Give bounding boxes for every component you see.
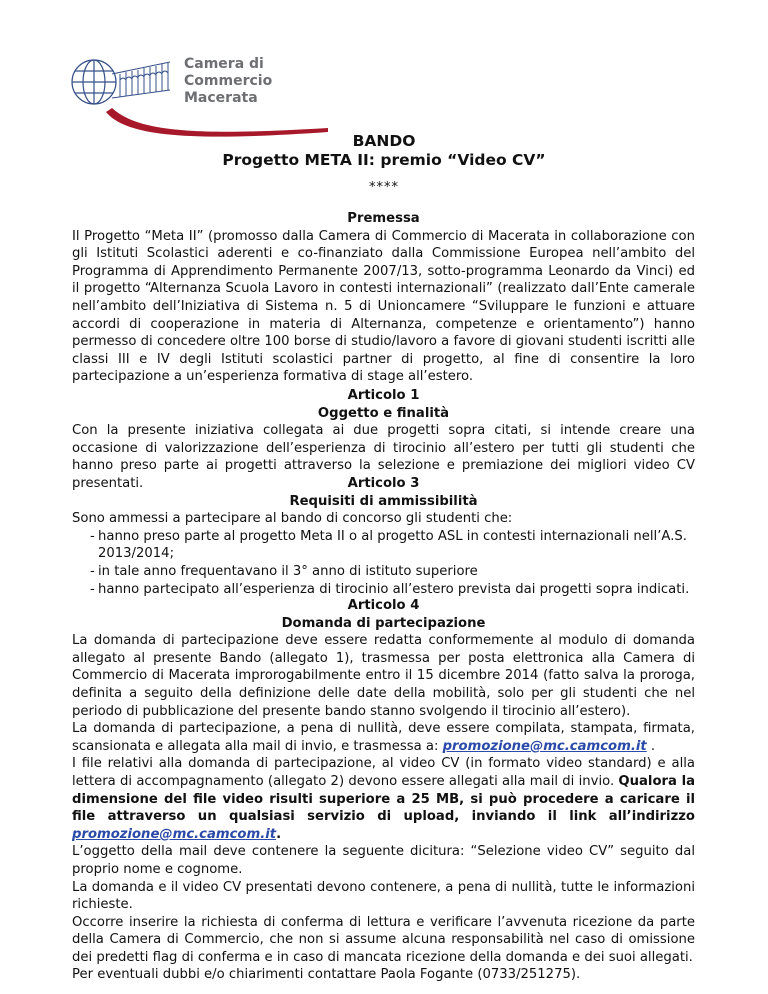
logo-line-1: Camera di Commercio (184, 56, 273, 89)
art4-p3-end: . (276, 826, 282, 842)
section-articolo-4 (72, 597, 695, 984)
art4-p2-text: La domanda di partecipazione, a pena di nullità, deve essere compilata, stampata, firmata, scansionata e allegata alla mail di invio, e trasmessa a: (72, 721, 695, 754)
list-item: - hanno partecipato all’esperienza di tirocinio all’estero prevista dai progetti sopra indicati. (72, 581, 695, 599)
document-subtitle: Progetto META II: premio “Video CV” (222, 151, 546, 169)
art4-paragraph-3 (72, 755, 695, 843)
list-item: - in tale anno frequentavano il 3° anno di istituto superiore (72, 563, 695, 581)
art3-intro: Sono ammessi a partecipare al bando di concorso gli studenti che: (72, 511, 513, 527)
section-articolo-3 (72, 475, 695, 598)
art1-heading: Articolo 1 (347, 388, 420, 403)
art3-subheading: Requisiti di ammissibilità (289, 493, 478, 509)
premessa-text: Il Progetto “Meta II” (promosso dalla Camera di Commercio di Macerata in collaborazione con gli Istituti Scolastici aderenti e co-finanziato dalla Commissione Europea nell’ambito del Programma di Apprendimento Permanente 2007/13, sotto-programma Leonardo da Vinci) ed il progetto “Alternanza Scuola Lavoro in contesti internazionali” (realizzato dall’Ente camerale nell’ambito dell’Iniziativa di Sistema n. 5 di Unioncamere “Sviluppare le funzioni e attuare accordi di cooperazione in materia di Alternanza, competenze e orientamento”) hanno permesso di concedere oltre 100 borse di studio/lavoro a favore di giovani studenti iscritti alle classi III e IV degli Istituti scolastici partner di progetto, al fine di consentire la loro partecipazione a un’esperienza formativa di stage all’estero. (72, 228, 695, 385)
art4-paragraph-7: Per eventuali dubbi e/o chiarimenti contattare Paola Fogante (0733/251275). (72, 967, 581, 983)
title-separator: **** (369, 180, 399, 195)
art4-paragraph-2 (72, 720, 695, 755)
art4-heading: Articolo 4 (347, 598, 420, 613)
art4-paragraph-4: L’oggetto della mail deve contenere la seguente dicitura: “Selezione video CV” seguito dal proprio nome e cognome. (72, 844, 695, 877)
art4-subheading: Domanda di partecipazione (281, 615, 486, 631)
art4-p3-bold-text: Qualora la dimensione del file video risulti superiore a 25 MB, si può procedere a caricare il file attraverso un qualsiasi servizio di upload, inviando il link all’indirizzo (72, 773, 695, 825)
art3-heading: Articolo 3 (347, 476, 420, 491)
logo-line-2: Macerata (184, 90, 258, 106)
email-link-upload[interactable]: promozione@mc.camcom.it (72, 826, 277, 842)
art4-p2-end: . (646, 738, 656, 754)
art1-text: Con la presente iniziativa collegata ai due progetti sopra citati, si intende creare una occasione di valorizzazione dell’esperienza di tirocinio all’estero per tutti gli studenti che hanno preso parte ai progetti attraverso la selezione e premiazione dei migliori video CV presentati. (72, 423, 695, 491)
email-link[interactable]: promozione@mc.camcom.it (442, 738, 647, 754)
art4-paragraph-1: La domanda di partecipazione deve essere redatta conformemente al modulo di domanda allegato al presente Bando (allegato 1), trasmessa per posta elettronica alla Camera di Commercio di Macerata improrogabilmente entro il 15 dicembre 2014 (fatto salva la proroga, definita a seguito della definizione delle date della mobilità, solo per gli studenti che nel periodo di pubblicazione del presente bando stanno svolgendo il tirocinio all’estero). (72, 633, 695, 719)
premessa-heading: Premessa (347, 211, 420, 226)
art4-p3-text: I file relativi alla domanda di partecipazione, al video CV (in formato video standard) e alla lettera di accompagnamento (allegato 2) devono essere allegati alla mail di invio. (72, 756, 695, 789)
art1-subheading: Oggetto e finalità (317, 405, 450, 421)
art4-paragraph-6: Occorre inserire la richiesta di conferma di lettura e verificare l’avvenuta ricezione da parte della Camera di Commercio, che non si assume alcuna responsabilità nel caso di omissione dei predetti flag di conferma e in caso di mancata ricezione della domanda e dei suoi allegati. (72, 914, 695, 965)
header-logo (66, 44, 336, 144)
logo-text (184, 56, 336, 107)
list-item: - hanno preso parte al progetto Meta II o al progetto ASL in contesti internazionali nell’A.S. 2013/2014; (72, 528, 695, 563)
section-premessa (72, 210, 695, 386)
art4-paragraph-5: La domanda e il video CV presentati devono contenere, a pena di nullità, tutte le informazioni richieste. (72, 879, 695, 913)
document-title: BANDO (352, 132, 416, 150)
art3-requirements-list (72, 528, 695, 598)
